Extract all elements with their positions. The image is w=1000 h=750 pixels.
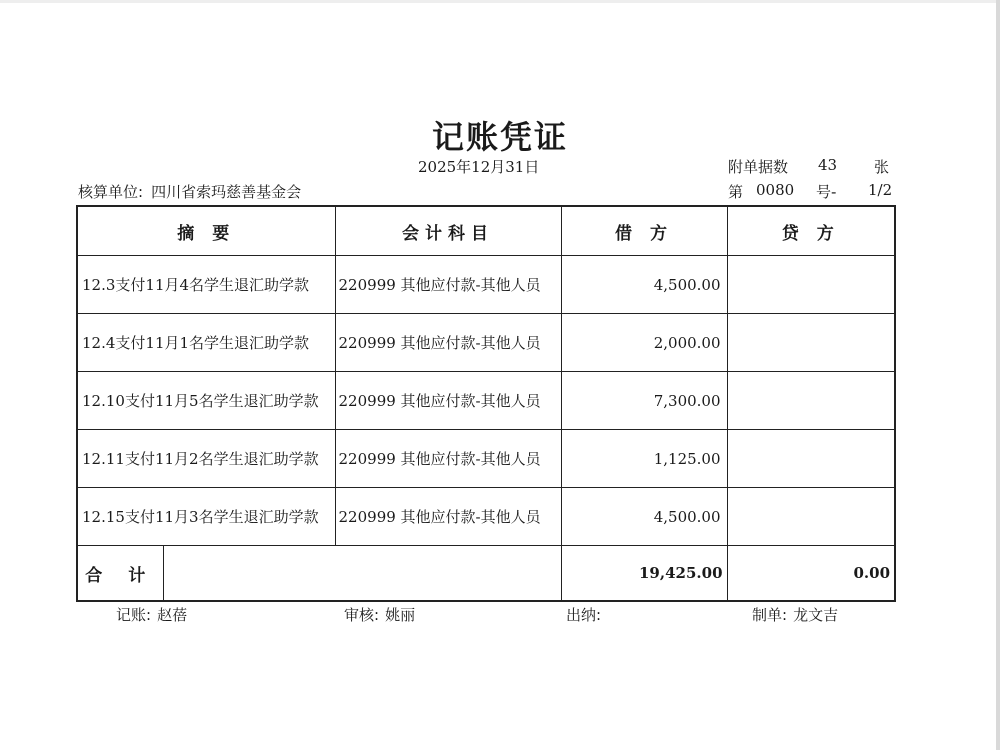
voucher-prefix: 第 — [728, 183, 744, 201]
row-account: 220999 其他应付款-其他人员 — [335, 256, 561, 314]
voucher-title: 记账凭证 — [431, 118, 568, 156]
reviewer-label: 审核: — [344, 606, 380, 624]
voucher-number — [728, 181, 896, 202]
table-row — [77, 488, 895, 546]
cashier-label: 出纳: — [566, 606, 602, 624]
voucher-suffix: 号- — [816, 183, 837, 201]
attachments-number: 43 — [818, 156, 838, 174]
bookkeeper-sign — [116, 604, 187, 625]
row-debit: 7,300.00 — [561, 372, 727, 430]
row-account: 220999 其他应付款-其他人员 — [335, 372, 561, 430]
table-row — [77, 372, 895, 430]
table-header-row — [77, 206, 895, 256]
header-credit: 贷 方 — [727, 206, 895, 256]
row-credit — [727, 314, 895, 372]
accounting-unit-value: 四川省索玛慈善基金会 — [151, 183, 302, 201]
row-summary: 12.4支付11月1名学生退汇助学款 — [77, 314, 335, 372]
table-row — [77, 256, 895, 314]
row-account: 220999 其他应付款-其他人员 — [335, 488, 561, 546]
preparer-name: 龙文吉 — [793, 606, 839, 624]
total-row — [77, 546, 895, 602]
header-account: 会计科目 — [335, 206, 561, 256]
table-row — [77, 314, 895, 372]
row-credit — [727, 430, 895, 488]
row-credit — [727, 256, 895, 314]
row-debit: 1,125.00 — [561, 430, 727, 488]
header-summary: 摘 要 — [77, 206, 335, 256]
row-debit: 2,000.00 — [561, 314, 727, 372]
row-summary: 12.11支付11月2名学生退汇助学款 — [77, 430, 335, 488]
row-account: 220999 其他应付款-其他人员 — [335, 430, 561, 488]
row-summary: 12.10支付11月5名学生退汇助学款 — [77, 372, 335, 430]
total-blank — [163, 546, 561, 602]
table-row — [77, 430, 895, 488]
bookkeeper-name: 赵蓓 — [157, 606, 188, 624]
voucher-table — [76, 205, 896, 602]
cashier-sign — [566, 604, 607, 625]
row-summary: 12.15支付11月3名学生退汇助学款 — [77, 488, 335, 546]
preparer-label: 制单: — [752, 606, 788, 624]
attachments-unit: 张 — [874, 158, 890, 176]
header-debit: 借 方 — [561, 206, 727, 256]
row-account: 220999 其他应付款-其他人员 — [335, 314, 561, 372]
row-credit — [727, 372, 895, 430]
row-summary: 12.3支付11月4名学生退汇助学款 — [77, 256, 335, 314]
preparer-sign — [752, 604, 838, 625]
row-debit: 4,500.00 — [561, 488, 727, 546]
scan-edge-top — [0, 0, 1000, 3]
attachments-label: 附单据数 — [728, 158, 789, 176]
attachments-count — [728, 156, 896, 177]
total-label: 合 计 — [77, 546, 163, 602]
voucher-num: 0080 — [756, 181, 795, 199]
voucher-date: 2025年12月31日 — [418, 158, 540, 176]
reviewer-name: 姚丽 — [385, 606, 416, 624]
total-debit: 19,425.00 — [561, 546, 727, 602]
bookkeeper-label: 记账: — [116, 606, 152, 624]
accounting-unit-label: 核算单位: — [78, 183, 144, 201]
accounting-unit — [78, 181, 301, 202]
row-debit: 4,500.00 — [561, 256, 727, 314]
total-credit: 0.00 — [727, 546, 895, 602]
voucher-page: 1/2 — [868, 181, 893, 199]
reviewer-sign — [344, 604, 415, 625]
row-credit — [727, 488, 895, 546]
